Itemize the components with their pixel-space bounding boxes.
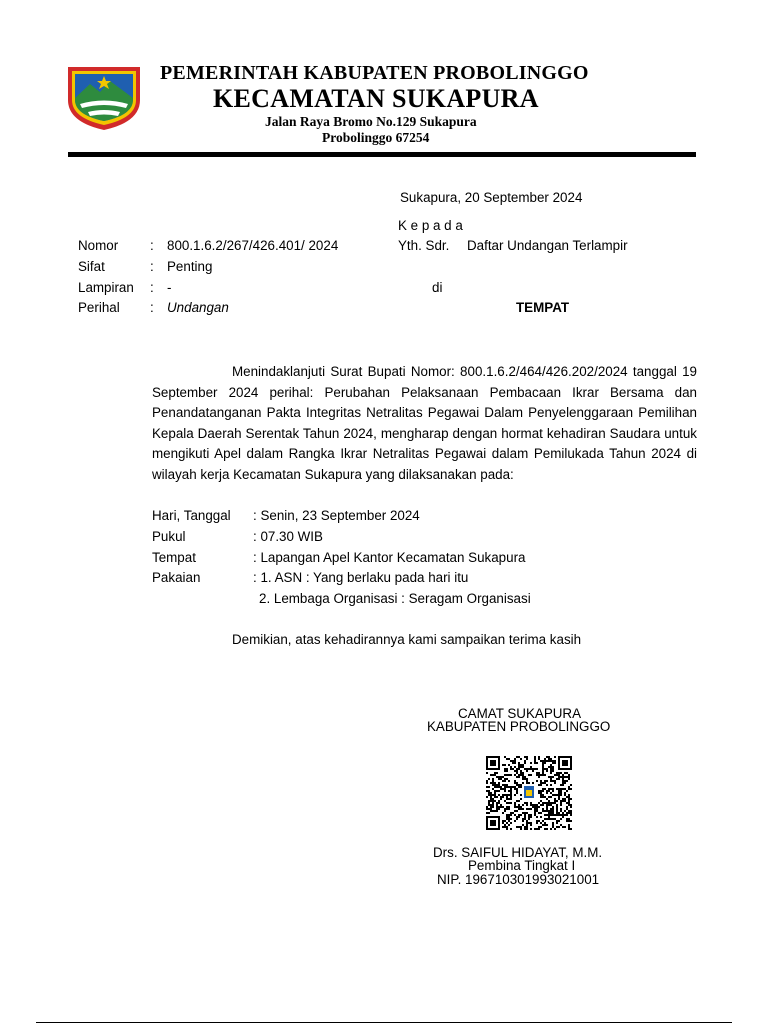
meta-nomor-value: 800.1.6.2/267/426.401/ 2024 (167, 238, 339, 253)
letterhead-government: PEMERINTAH KABUPATEN PROBOLINGGO (160, 62, 589, 84)
letter-body: Menindaklanjuti Surat Bupati Nomor: 800.1.6.2/464/426.202/2024 tanggal 19 September 2024 perihal: Perubahan Pelaksanaan Pembacaan Ikrar Bersama dan Penandatanganan Pakta Integritas Netralitas Pegawai Dalam Penyelenggaraan Pemilihan Kepala Daerah Serentak Tahun 2024, mengharap dengan hormat kehadiran Saudara untuk mengikuti Apel dalam Rangka Ikrar Netralitas Pegawai dalam Pemilukada Tahun 2024 di wilayah kerja Kecamatan Sukapura yang dilaksanakan pada: (152, 364, 697, 482)
closing-text: Demikian, atas kehadirannya kami sampaikan terima kasih (232, 632, 582, 647)
meta-lampiran-value: - (167, 280, 172, 295)
meta-sifat-value: Penting (167, 259, 213, 274)
detail-time-label: Pukul (152, 529, 186, 544)
recipient-yth-value: Daftar Undangan Terlampir (467, 238, 628, 253)
detail-attire-label: Pakaian (152, 570, 201, 585)
detail-day-label: Hari, Tanggal (152, 508, 231, 523)
meta-perihal-sep: : (150, 300, 154, 315)
detail-place-label: Tempat (152, 550, 196, 565)
meta-perihal-label: Perihal (78, 300, 120, 315)
detail-day-value: : Senin, 23 September 2024 (253, 508, 420, 523)
meta-lampiran-sep: : (150, 280, 154, 295)
signature-title-2: KABUPATEN PROBOLINGGO (427, 719, 611, 734)
detail-time-value: : 07.30 WIB (253, 529, 323, 544)
qr-code-signature (486, 756, 572, 830)
recipient-kepada: K e p a d a (398, 218, 463, 233)
signature-title-1: CAMAT SUKAPURA (458, 706, 582, 721)
detail-place-value: : Lapangan Apel Kantor Kecamatan Sukapura (253, 550, 526, 565)
meta-sifat-label: Sifat (78, 259, 105, 274)
place-date: Sukapura, 20 September 2024 (400, 190, 583, 205)
letterhead-divider (68, 152, 696, 157)
meta-sifat-sep: : (150, 259, 154, 274)
detail-attire-value: : 1. ASN : Yang berlaku pada hari itu (253, 570, 469, 585)
letterhead-district: KECAMATAN SUKAPURA (213, 84, 539, 113)
letterhead-city: Probolinggo 67254 (322, 130, 430, 145)
recipient-di: di (432, 280, 443, 295)
detail-attire-extra: 2. Lembaga Organisasi : Seragam Organisasi (259, 591, 531, 606)
page-bottom-rule (36, 1022, 732, 1023)
meta-nomor-sep: : (150, 238, 154, 253)
letterhead-address: Jalan Raya Bromo No.129 Sukapura (265, 114, 477, 129)
recipient-tempat: TEMPAT (516, 300, 570, 315)
meta-nomor-label: Nomor (78, 238, 119, 253)
signatory-rank: Pembina Tingkat I (468, 858, 576, 873)
meta-perihal-value: Undangan (167, 300, 229, 315)
probolinggo-regency-emblem (64, 64, 144, 132)
meta-lampiran-label: Lampiran (78, 280, 134, 295)
signatory-nip: NIP. 196710301993021001 (437, 872, 600, 887)
recipient-yth-label: Yth. Sdr. (398, 238, 450, 253)
signatory-name: Drs. SAIFUL HIDAYAT, M.M. (433, 845, 603, 860)
